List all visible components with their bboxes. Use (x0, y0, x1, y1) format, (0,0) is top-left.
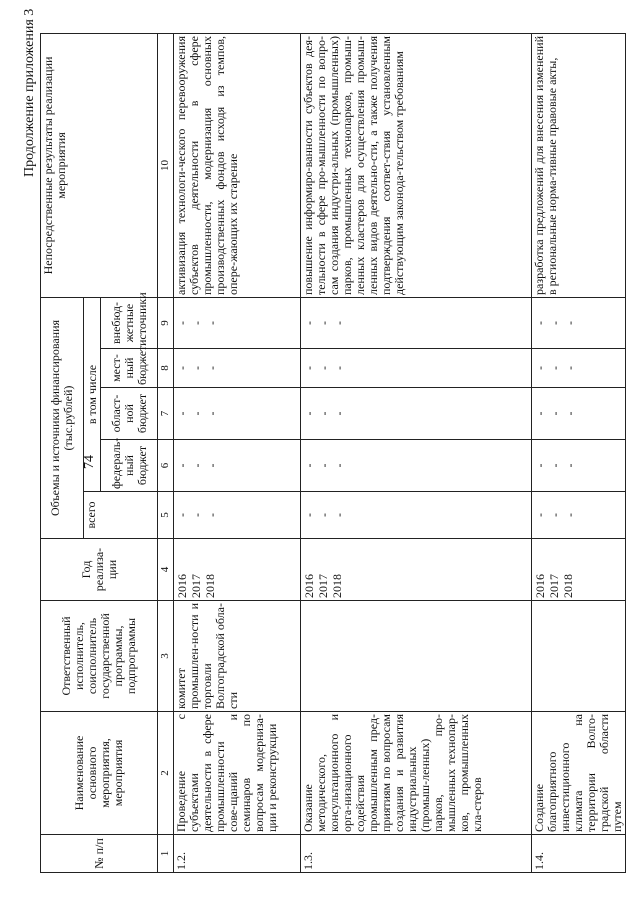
row-number: 1.2. (174, 835, 301, 873)
row-result: повышение информиро-ванности субъектов дея-тельности в сфере про-мышленности по вопро-сам создания индустри-альных (промышленных) парков, промышленных технопарков, промыш-ленных кластеров для осуществления промыш-ленных видов деятельно-сти, а также получения подтверждения соответ-ствия установленным действующим законода-тельством требованиям (301, 34, 532, 298)
row-years: 2016 2017 2018 (174, 539, 301, 601)
row-result: разработка предложений для внесения изменений в региональные норма-тивные правовые акты, (532, 34, 626, 298)
column-number: 1 (158, 835, 174, 873)
row-regional: - - - (174, 388, 301, 440)
header-finance: Объемы и источники финансирования (тыс.рублей) (41, 298, 84, 539)
row-federal: - - - (301, 440, 532, 492)
header-total: всего (84, 492, 158, 539)
table-row (174, 34, 301, 873)
header-federal: федераль-ный бюджет (101, 440, 158, 492)
row-local: - - - (532, 349, 626, 388)
header-num: № п/п (41, 835, 158, 873)
row-federal: - - - (174, 440, 301, 492)
column-number: 4 (158, 539, 174, 601)
row-number: 1.4. (532, 835, 626, 873)
row-local: - - - (174, 349, 301, 388)
table-row (301, 34, 532, 873)
table-row (532, 34, 626, 873)
row-total: - - - (174, 492, 301, 539)
row-extra: - - - (532, 298, 626, 349)
header-row-1 (41, 34, 84, 873)
row-name: Оказание методического, консультационного и орга-низационного содействия промышленным пред-приятиям по вопросам создания и развития индустриальных (промыш-ленных) парков, про-мышленных технопар-ков, промышленных кла-стеров (301, 712, 532, 835)
row-regional: - - - (532, 388, 626, 440)
row-years: 2016 2017 2018 (532, 539, 626, 601)
header-local: мест-ный бюджет (101, 349, 158, 388)
column-number: 7 (158, 388, 174, 440)
program-table (40, 33, 626, 873)
row-executor: комитет промышлен-ности и торговли Волгоградской обла-сти (174, 601, 301, 712)
row-extra: - - - (174, 298, 301, 349)
row-name: Создание благоприятного инвестиционного климата на территории Волго-градской области путем (532, 712, 626, 835)
appendix-label: Продолжение приложения 3 (22, 8, 37, 177)
column-number: 10 (158, 34, 174, 298)
header-executor: Ответственный исполнитель, соисполнитель государственной программы, подпрограммы (41, 601, 158, 712)
header-including: в том числе (84, 298, 101, 492)
header-results: Непосредственные результаты реализации мероприятия (41, 34, 158, 298)
column-number: 8 (158, 349, 174, 388)
page-number: 74 (82, 455, 97, 469)
row-result: активизация технологи-ческого перевооружения субъектов деятельности в сфере промышленности, модернизация основных производственных фондов исходя из темпов, опере-жающих их старение (174, 34, 301, 298)
row-number: 1.3. (301, 835, 532, 873)
row-total: - - - (532, 492, 626, 539)
column-number: 2 (158, 712, 174, 835)
column-number: 5 (158, 492, 174, 539)
row-total: - - - (301, 492, 532, 539)
row-regional: - - - (301, 388, 532, 440)
row-executor (301, 601, 532, 712)
row-federal: - - - (532, 440, 626, 492)
column-number: 9 (158, 298, 174, 349)
row-local: - - - (301, 349, 532, 388)
row-executor (532, 601, 626, 712)
row-years: 2016 2017 2018 (301, 539, 532, 601)
column-number: 6 (158, 440, 174, 492)
column-number-row (158, 34, 174, 873)
row-extra: - - - (301, 298, 532, 349)
column-number: 3 (158, 601, 174, 712)
row-name: Проведение с субъектами деятельности в сфере промышленности сове-щаний и семинаров по вопросам модерниза-ции и реконструкции (174, 712, 301, 835)
header-extra: внебюд-жетные источники (101, 298, 158, 349)
header-regional: област-ной бюджет (101, 388, 158, 440)
header-year: Год реализа-ции (41, 539, 158, 601)
header-name: Наименование основного мероприятия, мероприятия (41, 712, 158, 835)
